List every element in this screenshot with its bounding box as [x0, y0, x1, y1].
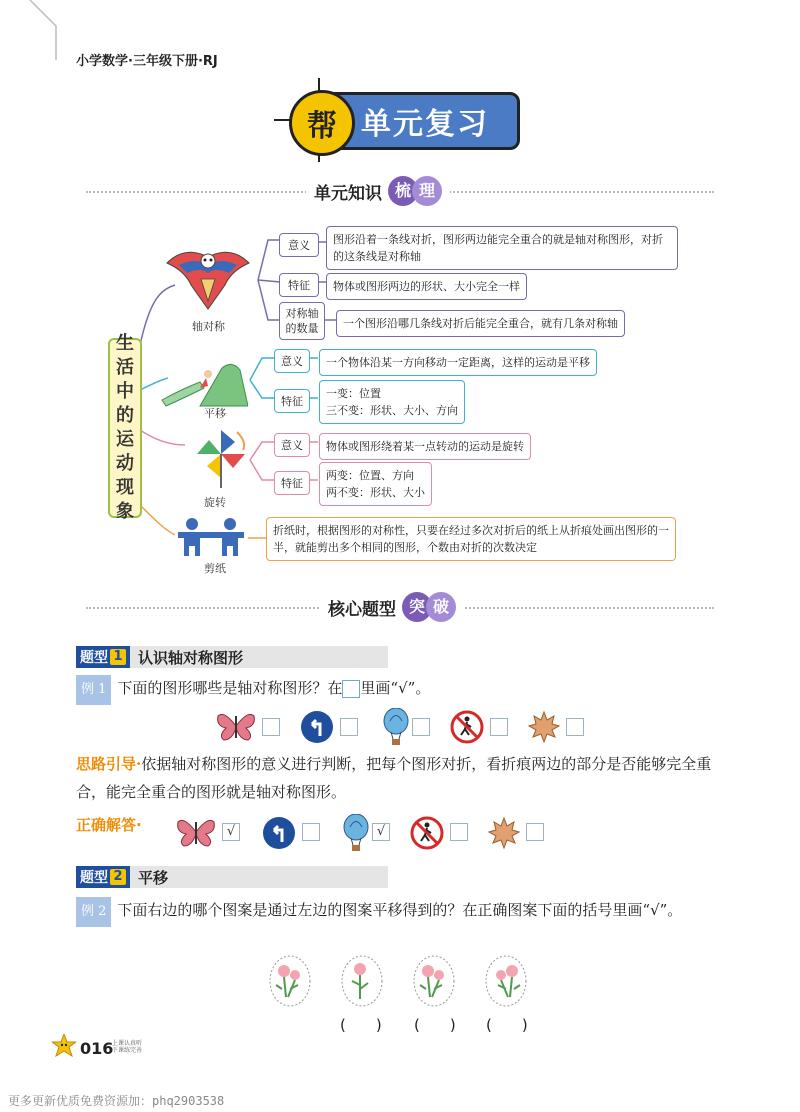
paper-cut-people-icon	[178, 518, 244, 556]
example1-label: 例 1	[76, 675, 111, 705]
flower-patterns	[268, 955, 548, 1007]
no-pedestrian-sign-icon	[450, 710, 484, 744]
page-title: 单元复习	[330, 92, 520, 150]
ex1-checkbox-3[interactable]	[412, 718, 430, 736]
translate-feature-line1: 一变：位置	[326, 387, 381, 400]
caption-rotate: 旋转	[204, 496, 226, 509]
translate-meaning-text: 一个物体沿某一方向移动一定距离，这样的运动是平移	[319, 349, 597, 376]
answer-box-1: √	[222, 823, 240, 841]
section-title-text: 核心题型	[328, 599, 396, 620]
answer-box-sample	[342, 680, 360, 698]
example2-label: 例 2	[76, 897, 111, 927]
answer-box-2	[302, 823, 320, 841]
hot-air-balloon-icon	[342, 814, 370, 852]
caption-cut: 剪纸	[204, 562, 226, 575]
rotate-meaning-text: 物体或图形绕着某一点转动的运动是旋转	[319, 433, 531, 460]
answer-box-5	[526, 823, 544, 841]
answer-label	[76, 814, 142, 835]
answer-paren-3[interactable]: ( )	[486, 1016, 528, 1034]
hot-air-balloon-icon	[382, 708, 410, 746]
type-number: 2	[110, 869, 126, 885]
butterfly-icon	[216, 710, 256, 742]
slide-icon	[160, 360, 248, 408]
rotate-feature-label: 特征	[274, 471, 310, 495]
butterfly-icon	[176, 816, 216, 848]
type1-label	[76, 646, 130, 668]
footer-motto	[112, 1040, 142, 1054]
flower-icon	[486, 956, 526, 1006]
answer-box-3: √	[372, 823, 390, 841]
type2-name: 平移	[138, 868, 169, 887]
footer-motto-line1: 上课认真听	[112, 1040, 143, 1047]
kite-icon	[165, 243, 251, 313]
axis-feature-text: 物体或图形两边的形状、大小完全一样	[326, 273, 527, 300]
maple-leaf-icon	[528, 710, 560, 744]
axis-meaning-text: 图形沿着一条线对折，图形两边能完全重合的就是轴对称图形，对折的这条线是对称轴	[326, 226, 678, 270]
type-label-text: 题型	[80, 650, 108, 666]
hint-text: 依据轴对称图形的意义进行判断，把每个图形对折，看折痕两边的部分是否能够完全重合，能完全重合的图形就是轴对称图形。	[76, 755, 712, 801]
axis-count-text: 一个图形沿哪几条线对折后能完全重合，就有几条对称轴	[336, 310, 625, 337]
turn-left-sign-icon	[262, 816, 296, 850]
book-title: 小学数学·三年级下册·RJ	[76, 54, 218, 69]
root-char: 象	[116, 501, 134, 522]
hint-paragraph	[76, 750, 726, 806]
cut-text: 折纸时，根据图形的对称性，只要在经过多次对折后的纸上从折痕处画出图形的一半，就能剪出多个相同的图形，个数由对折的次数决定	[266, 517, 676, 561]
answer-paren-2[interactable]: ( )	[414, 1016, 456, 1034]
root-char: 活	[116, 357, 134, 378]
footer-motto-line2: 下课练完善	[112, 1047, 143, 1054]
caption-translate: 平移	[204, 407, 226, 420]
type1-name: 认识轴对称图形	[138, 648, 244, 667]
translate-feature-line2: 三不变：形状、大小、方向	[326, 404, 458, 417]
root-char: 动	[116, 453, 134, 474]
answer-label-text: 正确解答·	[76, 816, 142, 834]
ex1-checkbox-5[interactable]	[566, 718, 584, 736]
example1-question	[76, 674, 430, 705]
section-bubble: 梳	[388, 176, 418, 206]
answer-paren-1[interactable]: ( )	[340, 1016, 382, 1034]
section-title-text: 单元知识	[314, 183, 382, 204]
turn-left-sign-icon	[300, 710, 334, 744]
type2-label	[76, 866, 130, 888]
root-char: 中	[116, 381, 134, 402]
type1-bar	[76, 646, 388, 668]
title-badge: 帮	[289, 90, 355, 156]
rotate-feature-line2: 两不变：形状、大小	[326, 486, 425, 499]
translate-feature-label: 特征	[274, 389, 310, 413]
page-number: 016	[80, 1039, 114, 1058]
example1-question-a: 下面的图形哪些是轴对称图形？在	[117, 679, 343, 697]
mindmap-root	[108, 333, 142, 522]
answer-box-4	[450, 823, 468, 841]
ex1-checkbox-4[interactable]	[490, 718, 508, 736]
example1-question-b: 里画“√”。	[360, 679, 431, 697]
rotate-meaning-label: 意义	[274, 433, 310, 457]
root-char: 的	[116, 405, 134, 426]
section-bubble: 破	[426, 592, 456, 622]
axis-count-label: 对称轴的数量	[279, 302, 325, 340]
example2-question-text: 下面右边的哪个图案是通过左边的图案平移得到的？在正确图案下面的括号里画“√”。	[117, 901, 683, 919]
type-label-text: 题型	[80, 870, 108, 886]
maple-leaf-icon	[488, 816, 520, 850]
type-number: 1	[110, 649, 126, 665]
hint-label: 思路引导·	[76, 755, 142, 773]
root-char: 生	[116, 333, 134, 354]
pinwheel-icon	[195, 428, 247, 488]
axis-meaning-label: 意义	[279, 233, 319, 257]
section-bubble: 理	[412, 176, 442, 206]
translate-meaning-label: 意义	[274, 349, 310, 373]
footer-note: 更多更新优质免费资源加：phq2903538	[8, 1094, 225, 1108]
caption-axis: 轴对称	[192, 320, 225, 333]
flower-icon	[270, 956, 310, 1006]
section-bubble: 突	[402, 592, 432, 622]
axis-feature-label: 特征	[279, 273, 319, 297]
rotate-feature-line1: 两变：位置、方向	[326, 469, 414, 482]
type2-bar	[76, 866, 388, 888]
mascot-icon	[52, 1034, 76, 1060]
flower-icon	[414, 956, 454, 1006]
rotate-feature-box	[319, 462, 432, 506]
ex1-checkbox-1[interactable]	[262, 718, 280, 736]
flower-icon	[342, 956, 382, 1006]
root-char: 运	[116, 429, 134, 450]
example2-question	[76, 896, 726, 927]
root-char: 现	[116, 477, 134, 498]
section-title-core	[320, 592, 464, 622]
ex1-checkbox-2[interactable]	[340, 718, 358, 736]
no-pedestrian-sign-icon	[410, 816, 444, 850]
translate-feature-box	[319, 380, 465, 424]
